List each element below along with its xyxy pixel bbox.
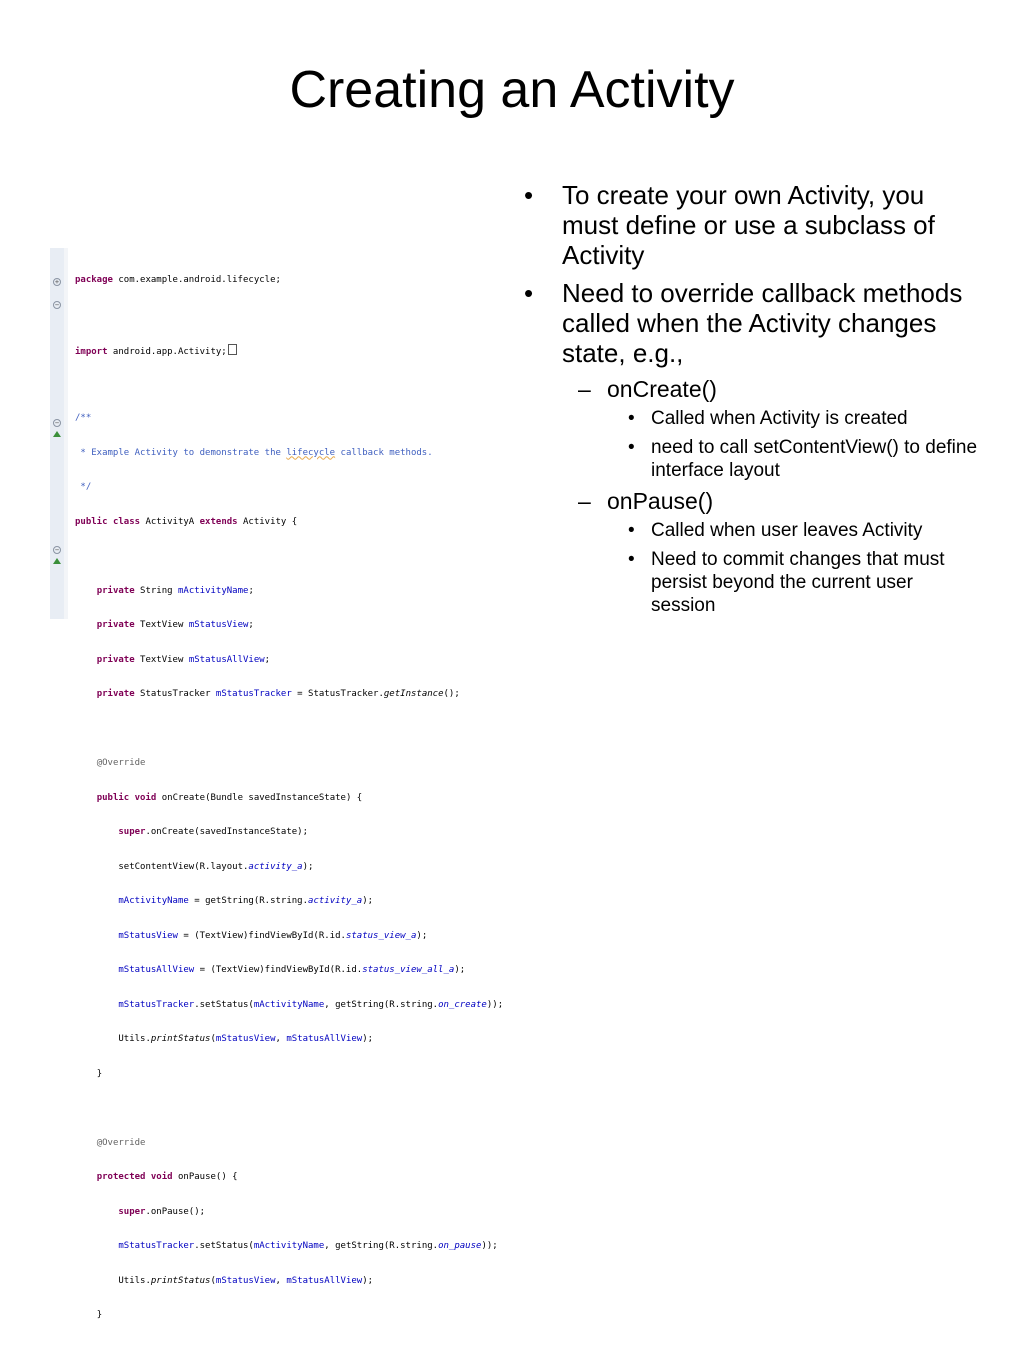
bullet-text: To create your own Activity, you must define or use a subclass of Activity — [562, 180, 935, 270]
sub-bullet-text: onPause() — [607, 488, 714, 514]
code-token: private — [96, 654, 135, 665]
code-token: )); — [486, 999, 504, 1010]
code-token: TextView — [134, 654, 189, 665]
code-line — [75, 482, 503, 494]
code-token: onCreate(Bundle savedInstanceState) { — [156, 792, 363, 803]
code-token: mStatusView — [188, 620, 249, 630]
slide-title: Creating an Activity — [289, 61, 735, 119]
sub-sub-bullet-item — [522, 548, 982, 617]
code-line — [75, 1310, 503, 1322]
code-token: onPause() { — [172, 1172, 238, 1182]
collapse-fold-icon: − — [54, 419, 60, 427]
code-token: activity_a — [248, 861, 303, 872]
code-token: ; — [264, 654, 271, 665]
code-line — [75, 1207, 503, 1219]
sub-bullet-item — [522, 376, 982, 403]
code-token: mActivityName — [118, 896, 189, 906]
sub-sub-bullet-item — [522, 436, 982, 482]
code-line — [75, 1172, 503, 1184]
dash-icon: – — [578, 488, 591, 514]
expand-fold-icon: + — [54, 278, 60, 286]
code-token: ActivityA — [140, 516, 200, 527]
code-token: android.app.Activity; — [107, 347, 227, 357]
code-token: (); — [443, 689, 460, 699]
bullet-dot-icon: • — [628, 437, 635, 458]
code-line — [75, 655, 503, 667]
code-token: = (TextView)findViewById(R.id. — [177, 930, 346, 941]
code-token: ); — [362, 896, 374, 906]
code-line — [75, 1034, 503, 1046]
sub-bullet-item — [522, 488, 982, 515]
code-token: .onCreate(savedInstanceState); — [145, 827, 309, 837]
code-line — [75, 758, 503, 770]
code-token: private — [96, 620, 135, 630]
code-token: ); — [362, 1275, 374, 1286]
sub-bullet-text: onCreate() — [607, 376, 717, 402]
code-token: mActivityName — [253, 999, 325, 1010]
override-marker-icon — [53, 558, 61, 564]
code-token: void — [134, 792, 157, 803]
code-token: super — [118, 1206, 146, 1217]
code-token: = (TextView)findViewById(R.id. — [194, 965, 363, 975]
code-token: Activity { — [237, 516, 298, 527]
code-annotation: @Override — [96, 1137, 146, 1148]
code-token: import — [75, 347, 108, 357]
code-token: , — [275, 1275, 287, 1286]
code-comment: /** — [75, 413, 92, 423]
code-token: )); — [481, 1241, 498, 1251]
code-token: mStatusView — [215, 1275, 276, 1286]
bullet-dot-icon: • — [628, 520, 635, 541]
code-line — [75, 1241, 503, 1253]
code-lines — [75, 252, 503, 1345]
code-line — [75, 275, 503, 287]
code-token: = StatusTracker. — [291, 689, 384, 699]
code-token: private — [96, 689, 135, 699]
code-screenshot — [50, 248, 515, 1320]
code-line — [75, 344, 503, 356]
code-token: class — [112, 516, 141, 527]
code-line — [75, 896, 503, 908]
code-token: ( — [210, 1034, 216, 1044]
code-line — [75, 965, 503, 977]
code-token: getInstance — [383, 689, 444, 699]
bullet-dot-icon: • — [628, 549, 635, 570]
sub-sub-bullet-item — [522, 407, 982, 430]
code-token: String — [134, 585, 178, 596]
code-token: } — [96, 1068, 103, 1079]
code-token: , getString(R.string. — [324, 999, 439, 1010]
code-line — [75, 724, 503, 736]
code-token: mStatusView — [118, 930, 178, 941]
code-token: protected — [96, 1172, 146, 1182]
code-token: ); — [362, 1034, 374, 1044]
code-token: status_view_a — [345, 930, 417, 941]
code-line — [75, 827, 503, 839]
code-line — [75, 586, 503, 598]
bullet-dot-icon: • — [628, 408, 635, 429]
code-token: Utils. — [118, 1275, 151, 1286]
code-token: mStatusTracker — [215, 689, 292, 699]
bullet-text: Need to override callback methods called when the Activity changes state, e.g., — [562, 278, 963, 368]
code-token: ( — [210, 1275, 216, 1286]
code-token: mStatusTracker — [118, 1241, 195, 1251]
code-token: } — [96, 1310, 103, 1320]
code-line — [75, 1138, 503, 1150]
code-token: extends — [199, 516, 238, 527]
sub-sub-bullet-item — [522, 519, 982, 542]
code-token: activity_a — [308, 896, 363, 906]
code-comment: * Example Activity to demonstrate the — [75, 447, 287, 458]
code-token: mStatusAllView — [286, 1275, 363, 1286]
code-token: mStatusAllView — [118, 965, 195, 975]
code-token: public — [75, 516, 108, 527]
bullet-list — [522, 180, 982, 623]
sub-sub-bullet-text: need to call setContentView() to define interface layout — [651, 437, 978, 481]
bullet-item — [522, 180, 982, 270]
code-token: printStatus — [150, 1275, 211, 1286]
code-token: , — [275, 1034, 287, 1044]
code-token: private — [96, 585, 135, 596]
code-comment: lifecycle — [286, 447, 336, 458]
code-token: void — [150, 1172, 173, 1182]
editor-rail — [64, 248, 68, 619]
bullet-item — [522, 278, 982, 368]
code-line — [75, 448, 503, 460]
override-marker-icon — [53, 431, 61, 437]
code-line — [75, 413, 503, 425]
sub-sub-bullet-text: Need to commit changes that must persist beyond the current user session — [651, 549, 945, 616]
code-token: on_pause — [438, 1241, 482, 1251]
code-token: .onPause(); — [145, 1206, 206, 1217]
code-token: .setStatus( — [194, 1241, 254, 1251]
code-token: ); — [416, 930, 428, 941]
code-line — [75, 517, 503, 529]
code-token: on_create — [438, 999, 487, 1010]
code-line — [75, 1276, 503, 1288]
dash-icon: – — [578, 376, 591, 402]
code-line — [75, 551, 503, 563]
code-annotation: @Override — [96, 758, 146, 768]
code-line — [75, 1069, 503, 1081]
code-token: , getString(R.string. — [324, 1241, 439, 1251]
code-token: TextView — [134, 620, 189, 630]
code-line — [75, 1103, 503, 1115]
code-line — [75, 620, 503, 632]
code-line — [75, 379, 503, 391]
code-line — [75, 793, 503, 805]
sub-sub-bullet-text: Called when Activity is created — [651, 408, 908, 429]
code-token: mActivityName — [177, 585, 249, 596]
code-token: .setStatus( — [194, 999, 254, 1010]
code-token: ); — [454, 965, 466, 975]
collapse-fold-icon: − — [54, 301, 60, 309]
code-line — [75, 1000, 503, 1012]
code-token: mStatusAllView — [188, 654, 265, 665]
code-token: printStatus — [150, 1034, 211, 1044]
code-token: mStatusView — [215, 1034, 276, 1044]
code-token: StatusTracker — [134, 689, 216, 699]
code-token: ); — [302, 861, 314, 872]
code-token: ; — [248, 585, 254, 596]
collapse-fold-icon: − — [54, 546, 60, 554]
code-token: mStatusAllView — [286, 1034, 363, 1044]
code-line — [75, 931, 503, 943]
code-line — [75, 862, 503, 874]
code-token: mActivityName — [253, 1241, 325, 1251]
code-token: public — [96, 792, 130, 803]
code-token: setContentView(R.layout. — [118, 861, 249, 872]
code-comment: callback methods. — [335, 447, 433, 458]
sub-sub-bullet-text: Called when user leaves Activity — [651, 520, 923, 541]
code-comment: */ — [75, 482, 92, 492]
code-token: super — [118, 827, 146, 837]
cursor-box — [228, 344, 237, 355]
code-token: com.example.android.lifecycle; — [112, 275, 281, 285]
code-token: package — [75, 275, 113, 285]
code-token: ; — [248, 620, 254, 630]
code-line — [75, 310, 503, 322]
code-token: = getString(R.string. — [188, 896, 309, 906]
code-token: status_view_all_a — [362, 965, 455, 975]
code-token: mStatusTracker — [118, 999, 195, 1010]
bullet-dot-icon: • — [524, 180, 534, 210]
code-token: Utils. — [118, 1034, 151, 1044]
code-line — [75, 689, 503, 701]
bullet-dot-icon: • — [524, 278, 534, 308]
